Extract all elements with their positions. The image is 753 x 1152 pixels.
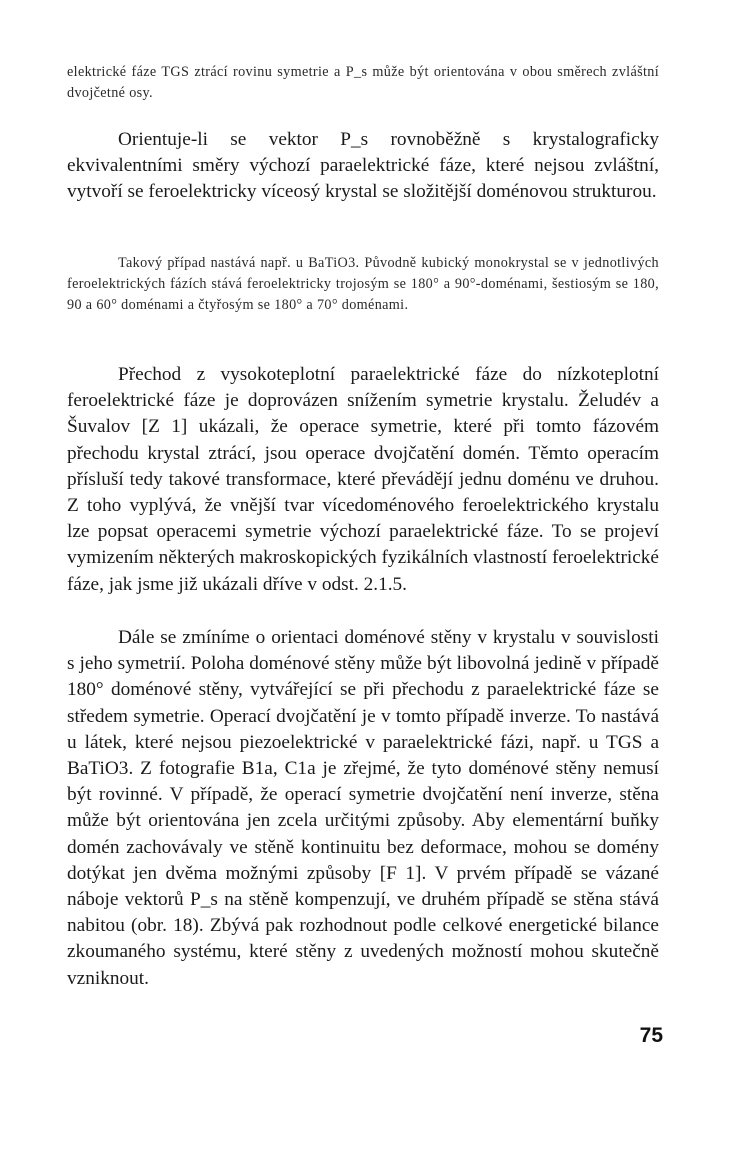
paragraph-1-small-print: elektrické fáze TGS ztrácí rovinu symetrie a P_s může být orientována v obou směrech zvláštní dvojčetné osy. bbox=[67, 64, 659, 101]
paragraph-2-vector-orientation: Orientuje-li se vektor P_s rovnoběžně s krystalograficky ekvivalentními směry výchozí paraelektrické fáze, které nejsou zvláštní, vytvoří se feroelektricky víceosý krystal se složitější doménovou strukturou. bbox=[67, 129, 659, 203]
page-number: 75 bbox=[639, 1024, 663, 1047]
paragraph-5-domain-wall-orientation: Dále se zmíníme o orientaci doménové stěny v krystalu v souvislosti s jeho symetrií. Poloha doménové stěny může být libovolná jedině v případě 180° doménové stěny, vytvářející se při přechodu z paraelektrické fáze se středem symetrie. Operací dvojčatění je v tomto případě inverze. To nastává u látek, které nejsou piezoelektrické v paraelektrické fázi, např. u TGS a BaTiO3. Z fotografie B1a, C1a je zřejmé, že tyto doménové stěny nemusí být rovinné. V případě, že operací symetrie dvojčatění není inverze, stěna může být orientována jen zcela určitými způsoby. Aby elementární buňky domén zachovávaly ve stěně kontinuitu bez deformace, mohou se domény dotýkat jen dvěma možnými způsoby [F 1]. V prvém případě se vázané náboje vektorů P_s na stěně kompenzují, ve druhém případě se stěna stává nabitou (obr. 18). Zbývá pak rozhodnout podle celkové energetické bilance zkoumaného systému, které stěny z uvedených možností mohou skutečně vzniknout. bbox=[67, 627, 659, 989]
paragraph-3-batio3-example: Takový případ nastává např. u BaTiO3. Původně kubický monokrystal se v jednotlivých feroelektrických fázích stává feroelektricky trojosým se 180° a 90°-doménami, šestiosým se 180, 90 a 60° doménami a čtyřosým se 180° a 70° doménami. bbox=[67, 255, 659, 313]
paragraph-4-phase-transition: Přechod z vysokoteplotní paraelektrické fáze do nízkoteplotní feroelektrické fáze je doprovázen snížením symetrie krystalu. Želudév a Šuvalov [Z 1] ukázali, že operace symetrie, které při tomto fázovém přechodu krystal ztrácí, jsou operace dvojčatění domén. Těmto operacím přísluší tedy takové transformace, které převádějí jednu doménu ve druhou. Z toho vyplývá, že vnější tvar vícedoménového feroelektrického krystalu lze popsat operacemi symetrie výchozí paraelektrické fáze. To se projeví vymizením některých makroskopických fyzikálních vlastností feroelektrické fáze, jak jsme již ukázali dříve v odst. 2.1.5. bbox=[67, 364, 659, 595]
